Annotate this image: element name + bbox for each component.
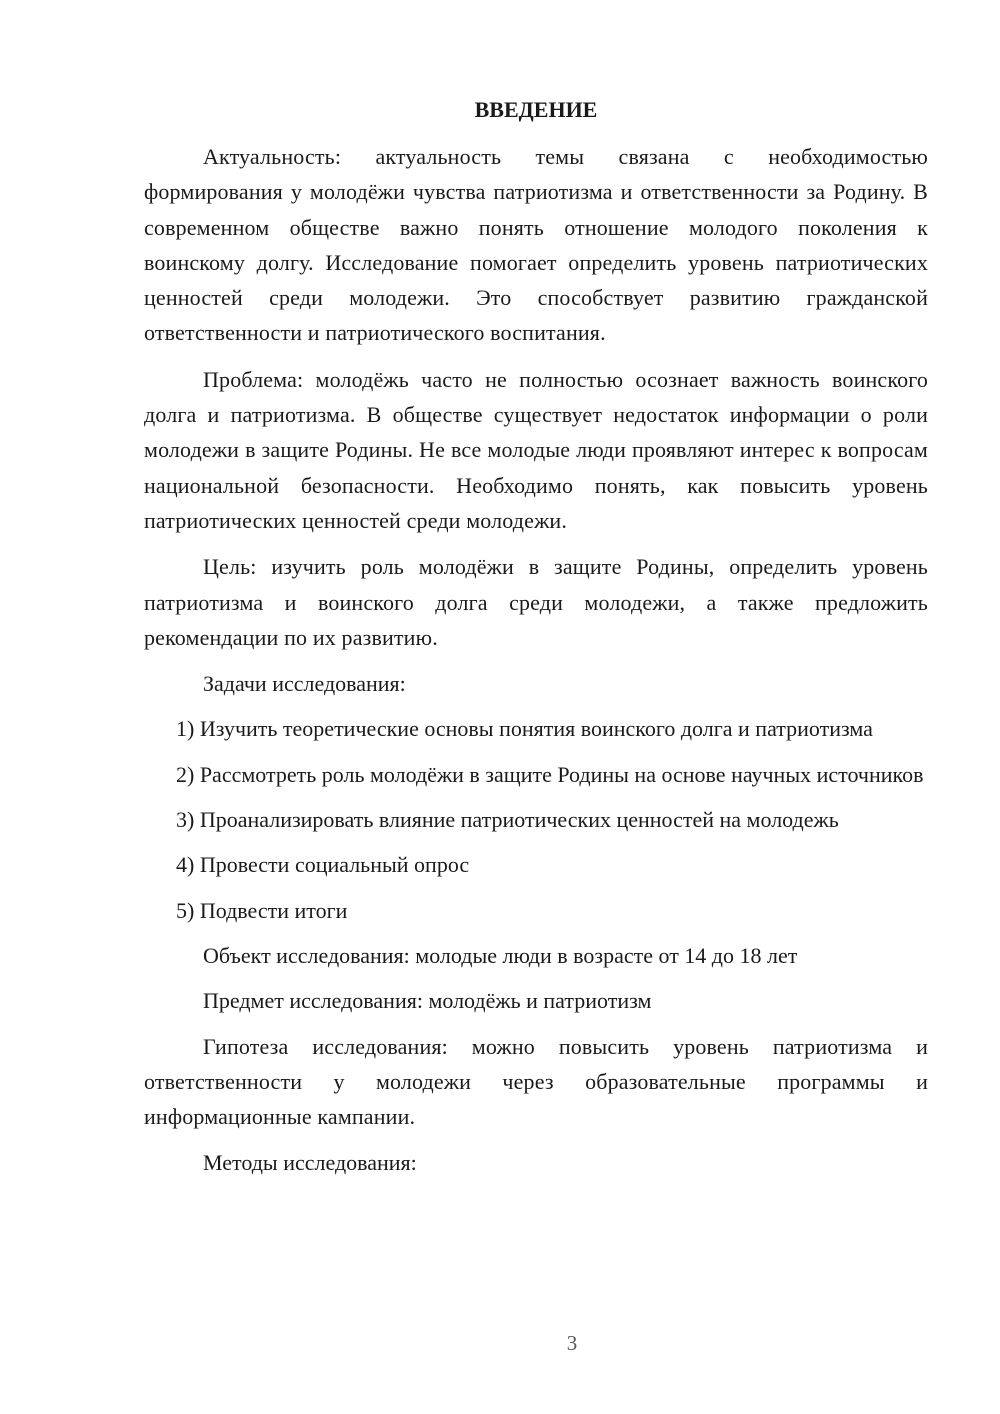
- section-heading: ВВЕДЕНИЕ: [474, 97, 598, 122]
- task-item: 2) Рассмотреть роль молодёжи в защите Родины на основе научных источников: [176, 761, 924, 787]
- research-subject: Предмет исследования: молодёжь и патриотизм: [203, 988, 652, 1014]
- page-number: 3: [566, 1331, 578, 1355]
- problem-paragraph: Проблема: молодёжь часто не полностью осознает важность воинского долга и патриотизма. В обществе существует недостаток информации о роли молодежи в защите Родины. Не все молодые люди проявляют интерес к вопросам национальной безопасности. Необходимо понять, как повысить уровень патриотических ценностей среди молодежи.: [144, 366, 928, 533]
- task-item: 1) Изучить теоретические основы понятия воинского долга и патриотизма: [176, 716, 873, 742]
- relevance-paragraph: Актуальность: актуальность темы связана с необходимостью формирования у молодёжи чувства патриотизма и ответственности за Родину. В современном обществе важно понять отношение молодого поколения к воинскому долгу. Исследование помогает определить уровень патриотических ценностей среди молодежи. Это способствует развитию гражданской ответственности и патриотического воспитания.: [144, 144, 928, 346]
- tasks-label: Задачи исследования:: [203, 671, 406, 697]
- methods-label: Методы исследования:: [203, 1150, 417, 1176]
- task-item: 4) Провести социальный опрос: [176, 852, 470, 878]
- task-item: 5) Подвести итоги: [176, 897, 348, 923]
- hypothesis-paragraph: Гипотеза исследования: можно повысить уровень патриотизма и ответственности у молодежи через образовательные программы и информационные кампании.: [144, 1033, 928, 1130]
- research-object: Объект исследования: молодые люди в возрасте от 14 до 18 лет: [203, 942, 798, 968]
- task-item: 3) Проанализировать влияние патриотических ценностей на молодежь: [176, 807, 839, 833]
- page-content: [144, 92, 928, 1191]
- goal-paragraph: Цель: изучить роль молодёжи в защите Родины, определить уровень патриотизма и воинского долга среди молодежи, а также предложить рекомендации по их развитию.: [144, 554, 928, 650]
